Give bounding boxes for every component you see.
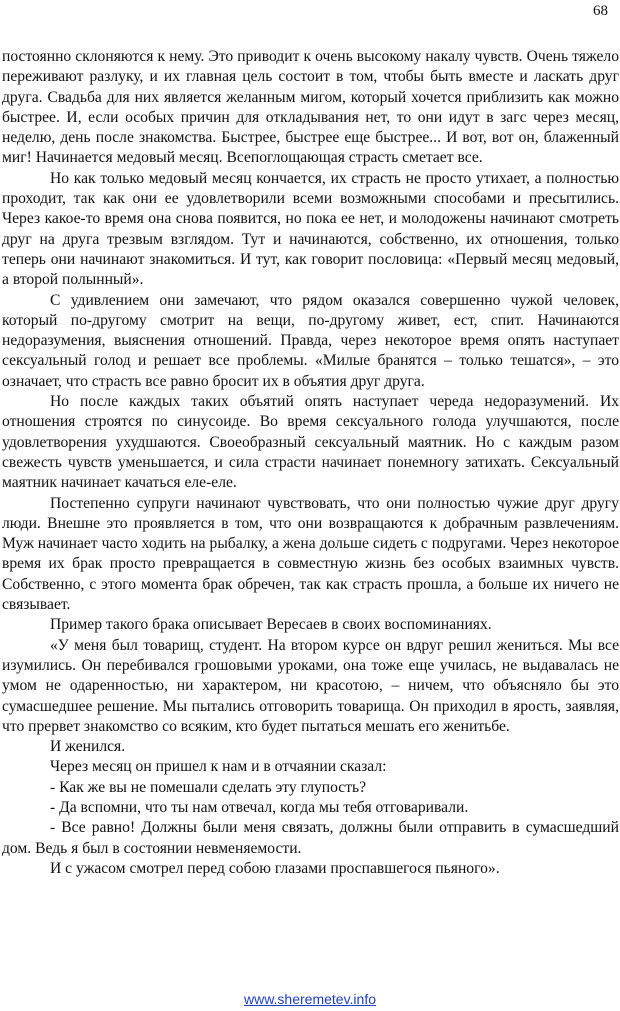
paragraph: Пример такого брака описывает Вересаев в своих воспоминаниях. xyxy=(50,616,492,634)
paragraph: Постепенно супруги начинают чувствовать, что они полностью чужие друг другу люди. Внешне это проявляется в том, что они возвращаются к добрачным развлечениям. Муж начинает часто ходить на рыбалку, а жена дольше сидеть с подругами. Через некоторое время их брак просто превращается в совместную жизнь без особых взаимных чувств. Собственно, с этого момента брак обречен, так как страсть прошла, а больше их ничего не связывает. xyxy=(2,494,619,614)
quote-paragraph: «У меня был товарищ, студент. На втором курсе он вдруг решил жениться. Мы все изумились. Он перебивался грошовыми уроками, она тоже еще училась, не выдавалась не умом не одаренностью, ни характером, ни красотою, – ничем, что объясняло бы это сумасшедшее решение. Мы пытались отговорить товарища. Он приходил в ярость, заявляя, что прервет знакомство со всяким, кто будет пытаться мешать его женитьбе. xyxy=(2,636,619,735)
paragraph: постоянно склоняются к нему. Это приводит к очень высокому накалу чувств. Очень тяжело переживают разлуку, и их главная цель состоит в том, чтобы быть вместе и ласкать друг друга. Свадьба для них является желанным мигом, который хочется приблизить как можно быстрее. И, если особых причин для откладывания нет, то они идут в загс через месяц, неделю, день после знакомства. Быстрее, быстрее еще быстрее... И вот, вот он, блаженный миг! Начинается медовый месяц. Всепоглощающая страсть сметает все. xyxy=(2,48,619,167)
paragraph: Но после каждых таких объятий опять наступает череда недоразумений. Их отношения строятся по синусоиде. Во время сексуального голода улучшаются, после удовлетворения ухудшаются. Своеобразный сексуальный маятник. Но с каждым разом свежесть чувств уменьшается, и сила страсти начинает понемногу затихать. Сексуальный маятник начинает качаться еле-еле. xyxy=(2,393,619,492)
quote-paragraph: Через месяц он пришел к нам и в отчаянии сказал: xyxy=(50,758,387,776)
paragraph: Но как только медовый месяц кончается, их страсть не просто утихает, а полностью проходит, так как они ее удовлетворили всеми возможными способами и пресытились. Через какое-то время она снова появится, но пока ее нет, и молодожены начинают смотреть друг на друга трезвым взглядом. Тут и начинаются, собственно, их отношения, только теперь они начинают знакомиться. И тут, как говорит пословица: «Первый месяц медовый, а второй полынный». xyxy=(2,169,619,289)
dialogue-line: - Да вспомни, что ты нам отвечал, когда мы тебя отговаривали. xyxy=(50,798,469,816)
footer-website-link[interactable]: www.sheremetev.info xyxy=(243,991,376,1007)
page-body xyxy=(2,47,619,879)
page-number: 68 xyxy=(593,3,608,19)
quote-paragraph: И женился. xyxy=(50,738,126,756)
dialogue-line: - Как же вы не помешали сделать эту глупость? xyxy=(50,778,367,796)
dialogue-line: - Все равно! Должны были меня связать, должны были отправить в сумасшедший дом. Ведь я был в состоянии невменяемости. xyxy=(2,819,619,857)
quote-paragraph: И с ужасом смотрел перед собою глазами проспавшегося пьяного». xyxy=(50,859,500,877)
paragraph: С удивлением они замечают, что рядом оказался совершенно чужой человек, который по-другому смотрит на вещи, по-другому живет, ест, спит. Начинаются недоразумения, выяснения отношений. Правда, через некоторое время опять наступает сексуальный голод и решает все проблемы. «Милые бранятся – только тешатся», – это означает, что страсть все равно бросит их в объятия друг друга. xyxy=(2,291,619,390)
